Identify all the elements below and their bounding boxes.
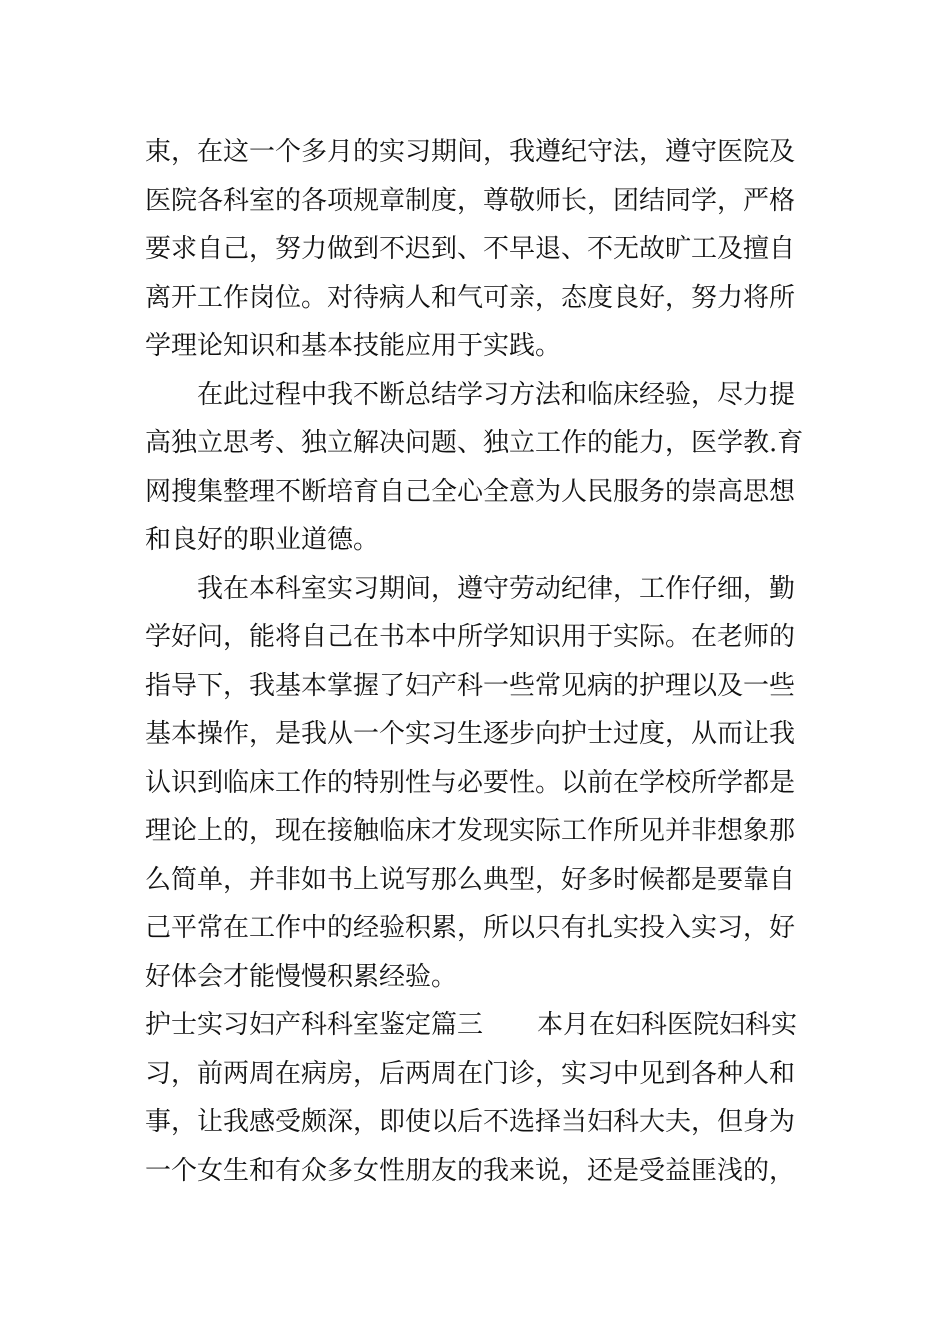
text-line: 学理论知识和基本技能应用于实践。	[145, 331, 562, 361]
section-first-text: 本月在妇科医院妇科实	[537, 1010, 798, 1040]
text-line: 么简单，并非如书上说写那么典型，好多时候都是要靠自	[145, 864, 796, 895]
text-line: 己平常在工作中的经验积累，所以只有扎实投入实习，好	[145, 913, 796, 943]
paragraph-3	[145, 565, 807, 1002]
text-line: 习，前两周在病房，后两周在门诊，实习中见到各种人和	[145, 1058, 796, 1089]
text-line: 认识到临床工作的特别性与必要性。以前在学校所学都是	[145, 767, 796, 798]
text-line: 束，在这一个多月的实习期间，我遵纪守法，遵守医院及	[145, 137, 796, 167]
text-line: 基本操作，是我从一个实习生逐步向护士过度，从而让我	[145, 719, 796, 749]
text-line: 高独立思考、独立解决问题、独立工作的能力，医学教.育	[145, 428, 804, 458]
text-line: 好体会才能慢慢积累经验。	[145, 961, 458, 992]
text-line: 我在本科室实习期间，遵守劳动纪律，工作仔细，勤	[197, 573, 796, 604]
section-heading-line	[145, 1001, 807, 1050]
text-line: 事，让我感受颇深，即使以后不选择当妇科大夫，但身为	[145, 1107, 796, 1137]
paragraph-1	[145, 128, 807, 371]
text-line: 医院各科室的各项规章制度，尊敬师长，团结同学，严格	[145, 185, 796, 216]
text-line: 理论上的，现在接触临床才发现实际工作所见并非想象那	[145, 816, 796, 846]
text-line: 离开工作岗位。对待病人和气可亲，态度良好，努力将所	[145, 282, 796, 313]
section-heading: 护士实习妇产科科室鉴定篇三	[145, 1010, 484, 1040]
text-line: 在此过程中我不断总结学习方法和临床经验，尽力提	[197, 379, 796, 410]
text-line: 指导下，我基本掌握了妇产科一些常见病的护理以及一些	[145, 670, 796, 701]
text-line: 一个女生和有众多女性朋友的我来说，还是受益匪浅的，	[145, 1155, 796, 1186]
text-line: 网搜集整理不断培育自己全心全意为人民服务的崇高思想	[145, 476, 796, 507]
paragraph-2	[145, 371, 807, 565]
section-3	[145, 1001, 807, 1195]
text-line: 和良好的职业道德。	[145, 525, 380, 555]
text-line: 要求自己，努力做到不迟到、不早退、不无故旷工及擅自	[145, 234, 796, 264]
text-line: 学好问，能将自己在书本中所学知识用于实际。在老师的	[145, 622, 796, 652]
document-body	[145, 128, 807, 1195]
